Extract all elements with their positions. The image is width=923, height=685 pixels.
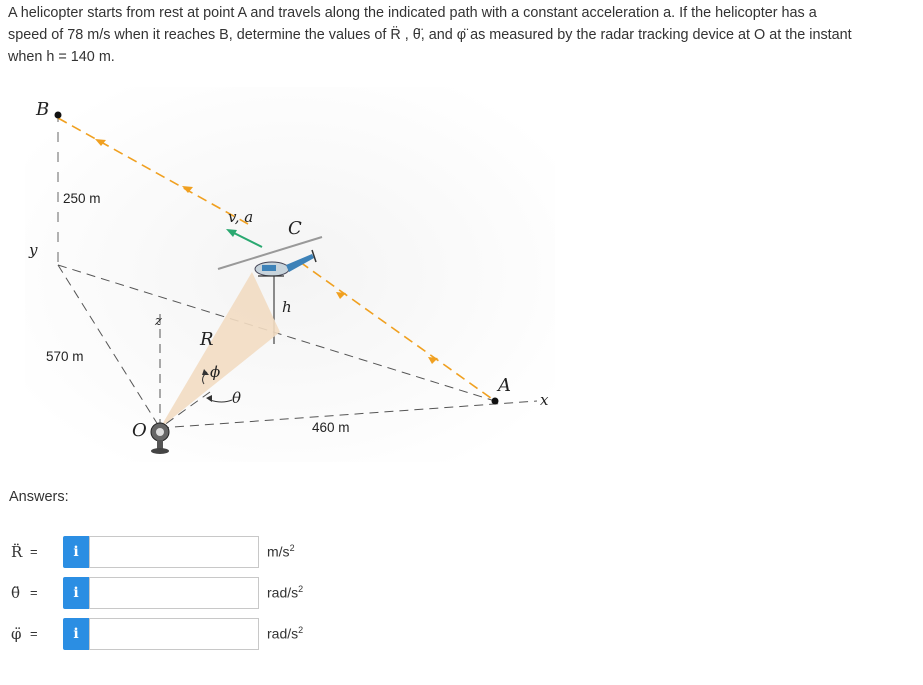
answer-unit — [267, 543, 295, 560]
answer-unit — [267, 584, 303, 601]
helicopter-radar-diagram — [0, 82, 560, 467]
answer-equals: = — [30, 544, 38, 559]
label-250m: 250 m — [63, 191, 101, 206]
unit-exponent: 2 — [298, 625, 304, 635]
answer-symbol: φ̈ — [11, 625, 22, 643]
answer-row-phi — [0, 618, 400, 652]
label-z: z — [155, 314, 162, 329]
problem-statement — [8, 2, 913, 68]
label-O: O — [132, 420, 147, 441]
answer-input-R[interactable] — [89, 536, 259, 568]
answer-input-theta[interactable] — [89, 577, 259, 609]
answer-input-phi[interactable] — [89, 618, 259, 650]
label-phi: ϕ — [210, 363, 221, 381]
radar-device-icon — [151, 423, 169, 454]
unit-exponent: 2 — [298, 584, 304, 594]
info-icon[interactable]: i — [63, 536, 89, 568]
unit-exponent: 2 — [289, 543, 295, 553]
problem-line-3: when h = 140 m. — [8, 49, 115, 65]
info-icon[interactable]: i — [63, 577, 89, 609]
point-A-dot — [492, 398, 499, 405]
label-x: x — [540, 391, 549, 409]
label-h: h — [282, 298, 292, 316]
problem-line-1: A helicopter starts from rest at point A and travels along the indicated path with a constant acceleration a. If the helicopter has a — [8, 5, 817, 21]
label-v-a: v, a — [228, 208, 254, 226]
answers-label: Answers: — [9, 489, 69, 505]
label-460m: 460 m — [312, 420, 350, 435]
answer-unit — [267, 625, 303, 642]
label-y: y — [29, 241, 38, 259]
unit-base: rad/s — [267, 584, 299, 601]
label-570m: 570 m — [46, 349, 84, 364]
unit-base: rad/s — [267, 625, 299, 642]
answer-equals: = — [30, 585, 38, 600]
label-R: R — [200, 329, 214, 350]
label-C: C — [288, 218, 302, 239]
answer-row-theta — [0, 577, 400, 611]
answer-symbol: R̈ — [11, 543, 23, 561]
unit-base: m/s — [267, 543, 290, 560]
answer-equals: = — [30, 626, 38, 641]
point-B-dot — [55, 112, 62, 119]
problem-line-2: speed of 78 m/s when it reaches B, determine the values of R̈ , θ̈, and φ̈ as measured by the radar tracking device at O at the instant — [8, 27, 852, 43]
answer-symbol: θ̈ — [11, 584, 21, 602]
answer-row-R — [0, 536, 400, 570]
label-theta: θ — [232, 389, 242, 407]
info-icon[interactable]: i — [63, 618, 89, 650]
label-A: A — [498, 375, 511, 396]
problem-figure — [0, 82, 560, 467]
label-B: B — [36, 99, 50, 120]
